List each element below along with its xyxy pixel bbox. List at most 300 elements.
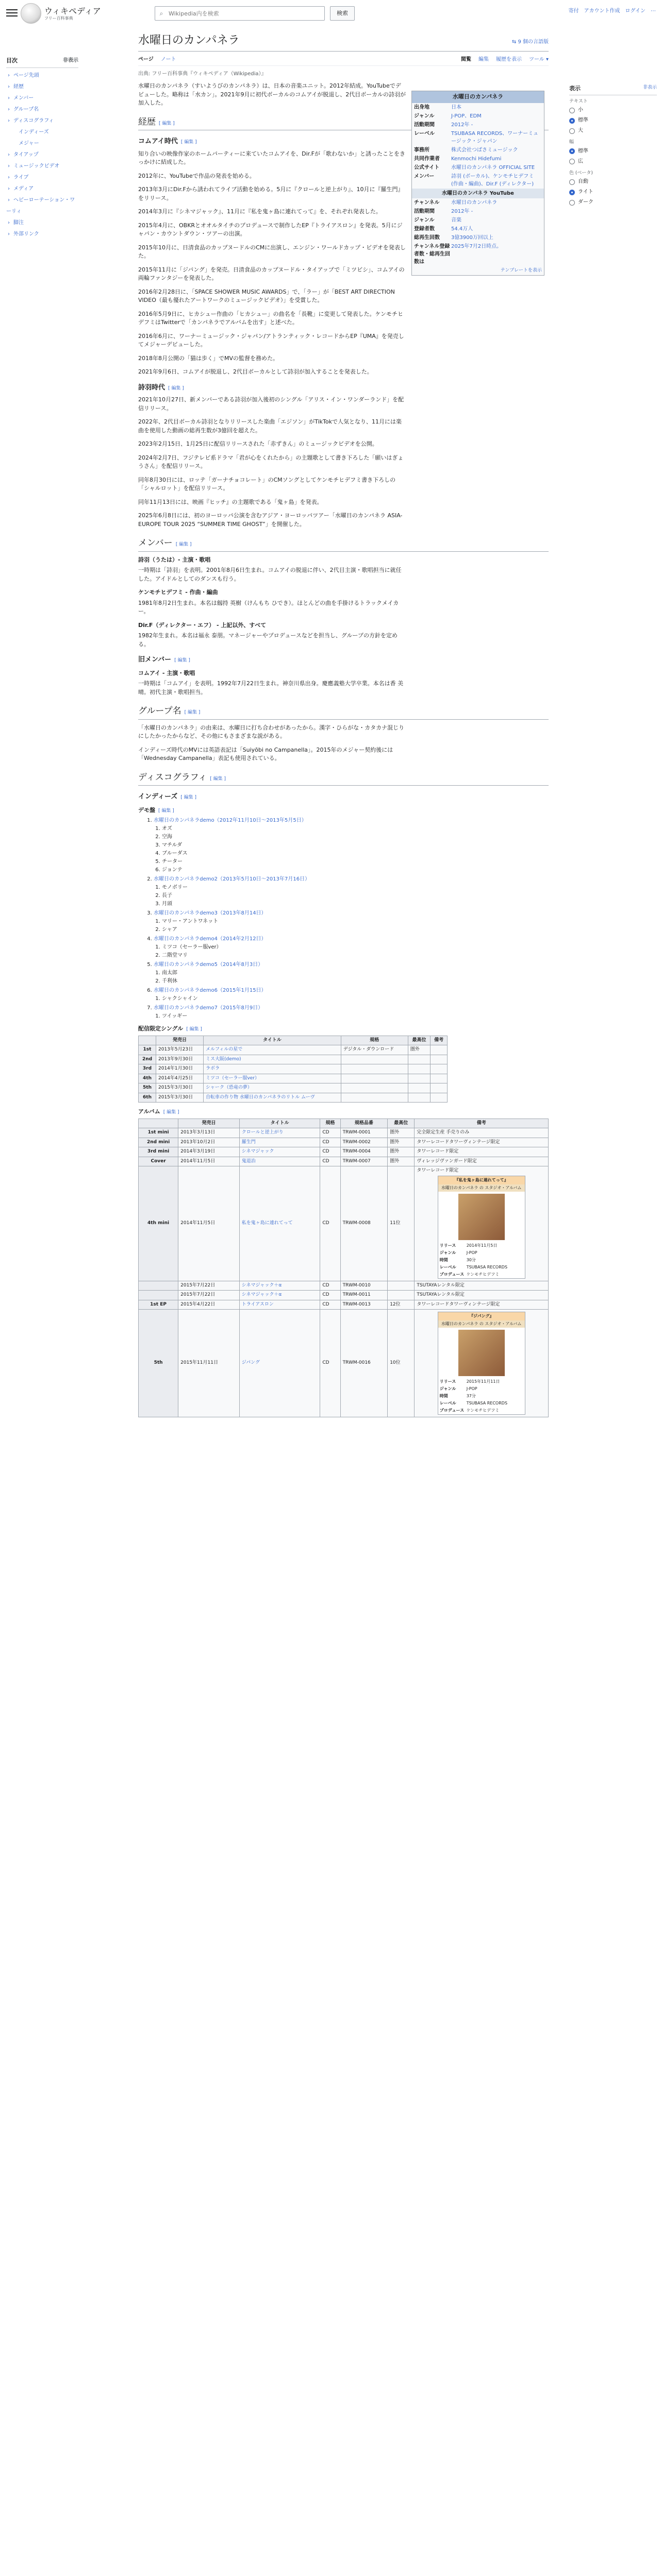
infobox-value: 2012年 - bbox=[451, 122, 473, 128]
column-header: 備考 bbox=[431, 1036, 448, 1045]
table-cell: TRWM-0010 bbox=[340, 1281, 388, 1291]
table-cell: 2015年3月30日 bbox=[156, 1083, 204, 1093]
infobox-value: Kenmochi Hidefumi bbox=[451, 156, 502, 162]
page-tabs bbox=[138, 54, 549, 66]
album-infobox-value: 37分 bbox=[466, 1394, 476, 1398]
table-cell: 11位 bbox=[388, 1166, 415, 1281]
table-of-contents bbox=[6, 57, 78, 240]
toc-item[interactable] bbox=[6, 161, 78, 172]
album-infobox-key: レーベル bbox=[439, 1401, 456, 1405]
table-cell: CD bbox=[320, 1310, 340, 1417]
width-option-label: 広 bbox=[578, 158, 583, 164]
table-cell: タワーレコード限定 『私を鬼ヶ島に連れてって』 水曜日のカンパネラ の スタジオ・アルバム リリース 2014年11月5日 ジャンル J-POP 時間 30分 レーベル TSUBASA RECORDS プロデュース ケンモチヒデフミ bbox=[415, 1166, 549, 1281]
table-cell[interactable]: ミス大阪(demo) bbox=[204, 1055, 341, 1064]
table-cell: TRWM-0013 bbox=[340, 1300, 388, 1310]
column-header: 発売日 bbox=[178, 1118, 240, 1128]
table-cell bbox=[408, 1055, 431, 1064]
table-cell bbox=[341, 1083, 408, 1093]
table-header-row bbox=[139, 1036, 448, 1045]
toc-item[interactable] bbox=[6, 149, 78, 161]
member-name: 詩羽（うたは）- 主演・歌唱 bbox=[138, 556, 211, 563]
table-cell bbox=[415, 1310, 549, 1417]
table-cell: 5th bbox=[139, 1083, 156, 1093]
subsubsection-heading bbox=[138, 1025, 406, 1033]
album-infobox-value: TSUBASA RECORDS bbox=[466, 1401, 508, 1405]
table-cell: 3rd mini bbox=[139, 1147, 178, 1157]
infobox-value: TSUBASA RECORDS、ワーナーミュージック・ジャパン bbox=[451, 130, 538, 144]
infobox-value: 水曜日のカンパネラ OFFICIAL SITE bbox=[451, 164, 535, 171]
toc-item[interactable] bbox=[6, 115, 78, 127]
infobox-row bbox=[412, 198, 544, 207]
paragraph: 知り合いの映像作家のホームパーティーに来ていたコムアイを、Dir.Fが「歌わないか」と誘ったことをきっかけに結成した。 bbox=[138, 150, 405, 165]
album-infobox-key: リリース bbox=[439, 1379, 456, 1384]
appearance-panel bbox=[569, 81, 657, 208]
track-item: 2. 空海 bbox=[162, 833, 406, 841]
table-cell[interactable]: シネマジャック bbox=[239, 1147, 320, 1157]
color-option[interactable] bbox=[569, 177, 657, 187]
track-item: 2. シャア bbox=[162, 926, 406, 934]
toc-item-label: メンバー bbox=[13, 95, 34, 101]
table-cell: 4th mini bbox=[139, 1166, 178, 1281]
width-label: 幅 bbox=[569, 140, 574, 145]
infobox-key: チャンネル bbox=[414, 199, 440, 206]
table-row bbox=[139, 1157, 549, 1166]
album-infobox-row bbox=[438, 1264, 525, 1271]
paragraph: 2014年3月に『シネマジャック』、11月に『私を鬼ヶ島に連れてって』を、それぞれ発表した。 bbox=[138, 208, 382, 215]
member-desc: 1981年8月2日生まれ。本名は劔持 英樹（けんもち ひでき）。ほとんどの曲を手掛けるトラックメイカー。 bbox=[138, 599, 399, 615]
radio-icon[interactable] bbox=[569, 108, 575, 113]
search-input[interactable] bbox=[168, 10, 291, 18]
subsubsection-heading-text: アルバム bbox=[138, 1108, 160, 1115]
table-cell: 2013年9月30日 bbox=[156, 1055, 204, 1064]
table-cell bbox=[139, 1291, 178, 1300]
table-row bbox=[139, 1128, 549, 1138]
infobox-key: メンバー bbox=[414, 173, 435, 179]
track-item: 2. 長子 bbox=[162, 892, 406, 900]
subsection-heading bbox=[138, 792, 406, 802]
infobox-key: 総再生回数 bbox=[414, 234, 440, 241]
infobox-key: 出身地 bbox=[414, 104, 429, 110]
table-row bbox=[139, 1093, 448, 1103]
demo-title[interactable]: 水曜日のカンパネラdemo7（2015年8月9日） bbox=[154, 1005, 263, 1011]
width-option[interactable] bbox=[569, 146, 657, 157]
edit-link[interactable]: [ 編集 ] bbox=[159, 121, 175, 126]
demo-title[interactable]: 水曜日のカンパネラdemo4（2014年2月12日） bbox=[154, 936, 267, 942]
infobox bbox=[411, 91, 544, 276]
table-cell bbox=[408, 1083, 431, 1093]
infobox-youtube-header: 水曜日のカンパネラ YouTube bbox=[412, 189, 544, 198]
toc-item[interactable] bbox=[6, 172, 78, 183]
toc-item[interactable] bbox=[6, 127, 78, 138]
track-item: 4. ブルーダス bbox=[162, 850, 406, 858]
table-cell[interactable]: クロールと逆上がり bbox=[239, 1128, 320, 1138]
table-cell bbox=[408, 1093, 431, 1103]
infobox-row bbox=[412, 225, 544, 233]
infobox-value: 音楽 bbox=[451, 217, 461, 223]
table-cell bbox=[341, 1074, 408, 1083]
source-note: 出典: フリー百科事典『ウィキペディア（Wikipedia）』 bbox=[138, 71, 267, 77]
table-cell[interactable]: シネマジャック＋α bbox=[239, 1291, 320, 1300]
column-header: タイトル bbox=[204, 1036, 341, 1045]
edit-link[interactable]: [ 編集 ] bbox=[186, 1027, 202, 1032]
tab-article[interactable]: ページ bbox=[138, 57, 154, 62]
table-cell bbox=[431, 1045, 448, 1055]
demo-item bbox=[154, 935, 406, 960]
infobox-key: チャンネル登録者数・総再生回数は bbox=[414, 243, 450, 265]
chevron-right-icon: › bbox=[8, 72, 10, 78]
infobox-value: J-POP、EDM bbox=[451, 113, 482, 119]
table-cell: TRWM-0004 bbox=[340, 1147, 388, 1157]
table-cell[interactable]: 鬼退治 bbox=[239, 1157, 320, 1166]
table-cell: CD bbox=[320, 1157, 340, 1166]
album-infobox-row bbox=[438, 1242, 525, 1249]
table-cell: タワーレコード限定 bbox=[415, 1147, 549, 1157]
wikipedia-logo[interactable] bbox=[21, 3, 41, 24]
toc-item[interactable] bbox=[6, 138, 78, 149]
table-cell: 完全限定生産 手売りのみ bbox=[415, 1128, 549, 1138]
infobox-value: 54.4万人 bbox=[451, 226, 473, 232]
table-cell[interactable]: メルフィルの星で bbox=[204, 1045, 341, 1055]
column-header bbox=[139, 1036, 156, 1045]
appearance-hide-button[interactable]: 非表示 bbox=[642, 85, 657, 90]
album-infobox-subtitle: 水曜日のカンパネラ の スタジオ・アルバム bbox=[438, 1184, 525, 1192]
toc-item-label: ライブ bbox=[13, 174, 29, 180]
toc-item[interactable] bbox=[6, 93, 78, 104]
tab-talk[interactable]: ノート bbox=[160, 57, 176, 62]
table-cell: 圏外 bbox=[388, 1147, 415, 1157]
table-cell[interactable]: ジパング bbox=[239, 1310, 320, 1417]
member-desc: 1982年生まれ。本名は福永 泰朋。マネージャーやプロデュースなどを担当し、グループの方針を定める。 bbox=[138, 632, 398, 648]
album-cover-image bbox=[458, 1194, 505, 1240]
table-cell: CD bbox=[320, 1147, 340, 1157]
section-heading-text: グループ名 bbox=[138, 706, 181, 716]
color-option[interactable] bbox=[569, 187, 657, 197]
edit-link[interactable]: [ 編集 ] bbox=[174, 658, 190, 663]
infobox-key: 活動期間 bbox=[414, 122, 435, 128]
demo-item bbox=[154, 961, 406, 986]
table-cell: 2015年4月22日 bbox=[178, 1300, 240, 1310]
column-header: 最高位 bbox=[408, 1036, 431, 1045]
track-list bbox=[162, 995, 406, 1003]
table-cell bbox=[408, 1074, 431, 1083]
demo-title[interactable]: 水曜日のカンパネラdemo5（2014年8月3日） bbox=[154, 962, 263, 968]
table-cell: 2nd bbox=[139, 1055, 156, 1064]
text-size-option[interactable] bbox=[569, 115, 657, 126]
album-infobox-subtitle: 水曜日のカンパネラ の スタジオ・アルバム bbox=[438, 1320, 525, 1328]
album-infobox-row bbox=[438, 1257, 525, 1264]
toc-item-label: 外部リンク bbox=[13, 231, 39, 237]
table-cell: 1st EP bbox=[139, 1300, 178, 1310]
track-list bbox=[162, 943, 406, 960]
search-button[interactable]: 検索 bbox=[330, 6, 355, 21]
subsection-heading bbox=[138, 137, 406, 147]
demo-item bbox=[154, 1004, 406, 1021]
infobox-value: 2012年 - bbox=[451, 208, 473, 214]
demo-title[interactable]: 水曜日のカンパネラdemo（2012年11月10日～2013年5月5日） bbox=[154, 818, 307, 823]
table-cell bbox=[408, 1064, 431, 1074]
edit-link[interactable]: [ 編集 ] bbox=[175, 542, 192, 547]
toc-item-label: ミュージックビデオ bbox=[13, 163, 60, 169]
donate-link[interactable]: 寄付 bbox=[568, 8, 579, 14]
table-row bbox=[139, 1045, 448, 1055]
table-cell[interactable]: 私を鬼ヶ島に連れてって bbox=[239, 1166, 320, 1281]
track-item: 1. 南太郎 bbox=[162, 969, 406, 977]
table-row bbox=[139, 1310, 549, 1417]
track-item: 6. ジョンテ bbox=[162, 866, 406, 874]
radio-icon[interactable] bbox=[569, 200, 575, 206]
subsection-heading-text: インディーズ bbox=[138, 793, 178, 801]
track-item: 1. シャクシャイン bbox=[162, 995, 406, 1003]
demo-title[interactable]: 水曜日のカンパネラdemo3（2013年8月14日） bbox=[154, 910, 267, 916]
table-cell[interactable]: 自転車の作り物 水曜日のカンパネラのリトル ムーヴ bbox=[204, 1093, 341, 1103]
infobox-row bbox=[412, 103, 544, 112]
table-cell: 圏外 bbox=[388, 1157, 415, 1166]
radio-icon[interactable] bbox=[569, 190, 575, 195]
text-size-option[interactable] bbox=[569, 105, 657, 115]
paragraph: 2022年、2代目ボーカル詩羽となりリリースした楽曲「エジソン」がTikTokで人気となり、11月には楽曲を使用した動画の総再生数が3億回を超えた。 bbox=[138, 418, 402, 434]
main-menu-icon[interactable] bbox=[6, 7, 18, 16]
paragraph: 2021年9月6日、コムアイが脱退し、2代目ボーカルとして詩羽が加入することを発表した。 bbox=[138, 368, 373, 375]
toc-item-label: 経歴 bbox=[13, 83, 24, 90]
album-infobox-title: 『ジパング』 bbox=[438, 1312, 525, 1320]
subsubsection-heading bbox=[138, 1108, 406, 1116]
table-cell[interactable]: ラボラ bbox=[204, 1064, 341, 1074]
table-cell: 3rd bbox=[139, 1064, 156, 1074]
infobox-value: 2025年7月2日時点。 bbox=[451, 243, 502, 249]
infobox-key: ジャンル bbox=[414, 113, 435, 119]
track-item: 2. 二階堂マリ bbox=[162, 952, 406, 960]
table-cell: 2013年10月2日 bbox=[178, 1138, 240, 1147]
width-option[interactable] bbox=[569, 157, 657, 167]
edit-link[interactable]: [ 編集 ] bbox=[163, 1110, 179, 1115]
subsection-heading-text: 旧メンバー bbox=[138, 656, 172, 664]
toc-item-label: ヘビーローテーション・ワーリィ bbox=[6, 197, 75, 214]
table-cell: TRWM-0007 bbox=[340, 1157, 388, 1166]
album-infobox-value: 2015年11月11日 bbox=[466, 1379, 500, 1384]
paragraph: 2013年3月にDir.Fから誘われてライブ活動を始める。5月に『クロールと逆上がり』、10月に『羅生門』をリリース。 bbox=[138, 186, 404, 201]
paragraph: 2024年2月7日、フジテレビ系ドラマ「君が心をくれたから」の主題歌として書き下ろした「願いはぎょうさん」を配信リリース。 bbox=[138, 454, 404, 469]
table-cell: 10位 bbox=[388, 1310, 415, 1417]
paragraph: 2015年10月に、日清食品のカップヌードルのCMに出演し、エンジン・ワールドカップ・ビデオを発表した。 bbox=[138, 244, 406, 259]
table-cell bbox=[388, 1281, 415, 1291]
singles-table bbox=[138, 1036, 448, 1103]
chevron-right-icon: › bbox=[8, 163, 10, 169]
toc-item-label: ディスコグラフィ bbox=[13, 117, 54, 124]
color-label: 色 (ベータ) bbox=[569, 170, 593, 176]
infobox-key: レーベル bbox=[414, 130, 435, 137]
chevron-right-icon: › bbox=[8, 185, 10, 192]
album-infobox bbox=[438, 1176, 525, 1279]
radio-icon[interactable] bbox=[569, 128, 575, 134]
table-cell[interactable]: ミツコ（セーラー服ver） bbox=[204, 1074, 341, 1083]
table-cell bbox=[341, 1055, 408, 1064]
table-cell bbox=[431, 1074, 448, 1083]
search-box bbox=[155, 6, 325, 21]
member-name: ケンモチヒデフミ - 作曲・編曲 bbox=[138, 589, 218, 596]
toc-item[interactable] bbox=[6, 183, 78, 195]
album-infobox-value: TSUBASA RECORDS bbox=[466, 1264, 508, 1269]
table-cell: CD bbox=[320, 1291, 340, 1300]
album-infobox-key: プロデュース bbox=[439, 1408, 465, 1413]
table-cell: 1st mini bbox=[139, 1128, 178, 1138]
logo-tagline: フリー百科事典 bbox=[44, 16, 73, 21]
infobox-row bbox=[412, 163, 544, 172]
paragraph: 「水曜日のカンパネラ」の由来は、水曜日に打ち合わせがあったから。漢字・ひらがな・カタカナ混じりにしたかったからなど、その他にもさまざまな説がある。 bbox=[138, 724, 405, 739]
toc-item[interactable] bbox=[6, 217, 78, 229]
column-header: 最高位 bbox=[388, 1118, 415, 1128]
tab-read[interactable]: 閲覧 bbox=[461, 57, 471, 62]
track-item: 3. マチルダ bbox=[162, 841, 406, 850]
track-list bbox=[162, 918, 406, 934]
toc-item-label: ページ先頭 bbox=[13, 72, 39, 78]
language-button[interactable]: ⇆ 9 個の言語版 bbox=[511, 39, 549, 45]
album-infobox-value: 2014年11月5日 bbox=[466, 1243, 498, 1248]
subsection-heading-text: 詩羽時代 bbox=[138, 383, 166, 392]
color-option[interactable] bbox=[569, 197, 657, 208]
table-cell[interactable]: トライアスロン bbox=[239, 1300, 320, 1310]
table-cell: 6th bbox=[139, 1093, 156, 1103]
site-header bbox=[0, 0, 662, 29]
table-cell: 2014年1月30日 bbox=[156, 1064, 204, 1074]
infobox-row bbox=[412, 242, 544, 266]
album-infobox-value: J-POP bbox=[466, 1250, 477, 1255]
subsection-heading bbox=[138, 383, 406, 393]
table-cell: TRWM-0002 bbox=[340, 1138, 388, 1147]
radio-icon[interactable] bbox=[569, 179, 575, 185]
text-size-label: テキスト bbox=[569, 98, 588, 104]
album-infobox-row bbox=[438, 1393, 525, 1400]
section-heading-text: メンバー bbox=[138, 538, 173, 548]
infobox-row bbox=[412, 129, 544, 146]
table-cell bbox=[431, 1055, 448, 1064]
table-cell: ヴィレッジヴァンガード限定 bbox=[415, 1157, 549, 1166]
chevron-right-icon: › bbox=[8, 83, 10, 90]
create-account-link[interactable]: アカウント作成 bbox=[584, 8, 620, 14]
member-desc: 一時期は「詩羽」を表明。2001年8月6日生まれ。コムアイの脱退に伴い、2代目主演・歌唱担当に就任した。アイドルとしてのダンスも行う。 bbox=[138, 567, 402, 582]
table-cell: 2015年3月30日 bbox=[156, 1093, 204, 1103]
tab-history[interactable]: 履歴を表示 bbox=[496, 57, 522, 62]
edit-link[interactable]: [ 編集 ] bbox=[180, 795, 197, 800]
demo-title[interactable]: 水曜日のカンパネラdemo2（2013年5月10日～2013年7月16日） bbox=[154, 876, 310, 882]
tab-edit[interactable]: 編集 bbox=[478, 57, 489, 62]
table-cell: TRWM-0001 bbox=[340, 1128, 388, 1138]
radio-icon[interactable] bbox=[569, 148, 575, 154]
table-cell: 圏外 bbox=[388, 1128, 415, 1138]
table-cell: CD bbox=[320, 1300, 340, 1310]
track-item: 1. モノボリー bbox=[162, 884, 406, 892]
toc-item-label: メジャー bbox=[19, 140, 39, 146]
toc-item[interactable] bbox=[6, 104, 78, 115]
edit-link[interactable]: [ 編集 ] bbox=[158, 808, 174, 814]
album-infobox-row bbox=[438, 1378, 525, 1385]
album-infobox-key: 時間 bbox=[439, 1394, 448, 1398]
table-cell bbox=[431, 1083, 448, 1093]
infobox-value: 株式会社つばさミュージック bbox=[451, 147, 518, 153]
login-link[interactable]: ログイン bbox=[625, 8, 646, 14]
table-cell: 2014年11月5日 bbox=[178, 1166, 240, 1281]
table-cell[interactable]: シネマジャック＋α bbox=[239, 1281, 320, 1291]
logo-wordmark[interactable]: ウィキペディア bbox=[44, 6, 101, 16]
tab-tools[interactable]: ツール ▾ bbox=[529, 57, 549, 62]
toc-item-label: インディーズ bbox=[19, 129, 49, 135]
track-item: 1. マリー・アントワネット bbox=[162, 918, 406, 926]
infobox-title: 水曜日のカンパネラ bbox=[412, 91, 544, 103]
edit-link[interactable]: [ 編集 ] bbox=[180, 140, 197, 145]
chevron-right-icon: › bbox=[8, 151, 10, 158]
infobox-row bbox=[412, 112, 544, 121]
track-item: 1. ツイッギー bbox=[162, 1012, 406, 1021]
track-item: 5. チーター bbox=[162, 858, 406, 866]
text-size-option-label: 大 bbox=[578, 128, 583, 133]
radio-icon[interactable] bbox=[569, 159, 575, 164]
toc-item[interactable] bbox=[6, 195, 78, 217]
table-cell: 2014年3月19日 bbox=[178, 1147, 240, 1157]
table-cell: 2014年11月5日 bbox=[178, 1157, 240, 1166]
member-desc: 一時期は「コムアイ」を表明。1992年7月22日生まれ。神奈川県出身。慶應義塾大学卒業。本名は香 美晴。初代主演・歌唱担当。 bbox=[138, 680, 404, 696]
toc-item-label: タイアップ bbox=[13, 151, 39, 158]
text-size-option[interactable] bbox=[569, 126, 657, 136]
main-content bbox=[138, 29, 549, 1422]
template-link[interactable]: テンプレートを表示 bbox=[500, 267, 542, 273]
album-infobox-key: リリース bbox=[439, 1243, 456, 1248]
table-cell: TRWM-0016 bbox=[340, 1310, 388, 1417]
edit-link[interactable]: [ 編集 ] bbox=[168, 385, 184, 391]
subsubsection-heading-text: 配信限定シングル bbox=[138, 1025, 184, 1032]
toc-item[interactable] bbox=[6, 70, 78, 81]
table-cell: TSUTAYAレンタル限定 bbox=[415, 1291, 549, 1300]
radio-icon[interactable] bbox=[569, 118, 575, 124]
table-cell: 2nd mini bbox=[139, 1138, 178, 1147]
column-header: 規格品番 bbox=[340, 1118, 388, 1128]
toc-hide-button[interactable]: 非表示 bbox=[63, 58, 78, 63]
table-cell: 2013年5月23日 bbox=[156, 1045, 204, 1055]
table-cell[interactable]: 羅生門 bbox=[239, 1138, 320, 1147]
table-cell: Cover bbox=[139, 1157, 178, 1166]
user-links bbox=[569, 7, 656, 15]
album-infobox-value: J-POP bbox=[466, 1386, 477, 1391]
text-size-option-label: 標準 bbox=[578, 117, 588, 123]
toc-item[interactable] bbox=[6, 81, 78, 93]
demo-item bbox=[154, 909, 406, 934]
table-row bbox=[139, 1083, 448, 1093]
album-infobox-value: ケンモチヒデフミ bbox=[466, 1272, 500, 1277]
search-icon: ⌕ bbox=[159, 10, 163, 17]
album-infobox-key: ジャンル bbox=[439, 1386, 456, 1391]
table-row bbox=[139, 1300, 549, 1310]
table-row bbox=[139, 1055, 448, 1064]
demo-title[interactable]: 水曜日のカンパネラdemo6（2015年1月15日） bbox=[154, 988, 267, 993]
table-header-row bbox=[139, 1118, 549, 1128]
track-list bbox=[162, 969, 406, 986]
edit-link[interactable]: [ 編集 ] bbox=[210, 776, 226, 782]
album-infobox-value: ケンモチヒデフミ bbox=[466, 1408, 500, 1413]
more-options-icon[interactable]: ⋯ bbox=[651, 8, 656, 14]
appearance-title: 表示 非表示 bbox=[569, 84, 657, 95]
table-cell: TRWM-0008 bbox=[340, 1166, 388, 1281]
table-cell[interactable]: シャーク（恐竜の夢） bbox=[204, 1083, 341, 1093]
toc-item[interactable] bbox=[6, 229, 78, 240]
chevron-right-icon: › bbox=[8, 106, 10, 112]
column-header: 備考 bbox=[415, 1118, 549, 1128]
table-cell: TSUTAYAレンタル限定 bbox=[415, 1281, 549, 1291]
paragraph: 水曜日のカンパネラ（すいようびのカンパネラ）は、日本の音楽ユニット。2012年結成。YouTubeでデビューした。略称は「水カン」。2021年9月に初代ボーカルのコムアイが脱退し、2代目ボーカルの詩羽が加入した。 bbox=[138, 82, 406, 106]
infobox-row bbox=[412, 233, 544, 242]
paragraph: 2018年8月公開の「猫は歩く」でMVの監督を務めた。 bbox=[138, 354, 279, 362]
edit-link[interactable]: [ 編集 ] bbox=[184, 710, 201, 715]
table-cell: CD bbox=[320, 1281, 340, 1291]
infobox-key: 事務所 bbox=[414, 147, 429, 153]
section-heading bbox=[138, 771, 549, 786]
